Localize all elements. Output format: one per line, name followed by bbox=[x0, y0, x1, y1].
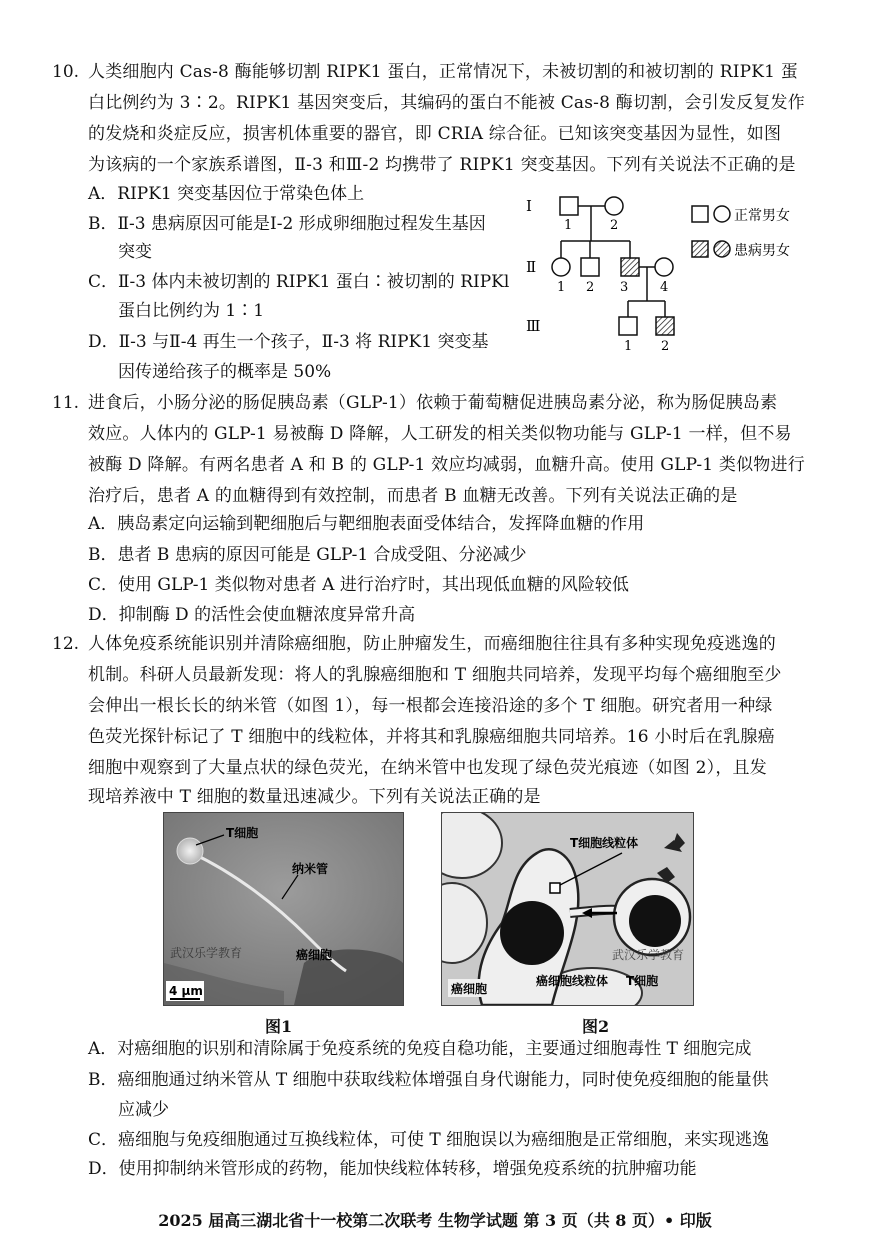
gen2-number-3: 3 bbox=[620, 280, 629, 295]
fig1-cancer-label: 癌细胞 bbox=[296, 948, 333, 962]
q10-stem-line: 的发烧和炎症反应，损害机体重要的器官，即 CRIA 综合征。已知该突变基因为显性，如图 bbox=[88, 124, 782, 144]
figure-2-diagram bbox=[441, 812, 694, 1006]
page-footer: 2025 届高三湖北省十一校第二次联考 生物学试题 第 3 页（共 8 页）• 印版 bbox=[158, 1211, 712, 1230]
gen2-number-1: 1 bbox=[557, 280, 566, 295]
q12-stem-line: 细胞中观察到了大量点状的绿色荧光，在纳米管中也发现了绿色荧光痕迹（如图 2），且发 bbox=[88, 758, 767, 778]
gen3-affected-male-2 bbox=[656, 317, 674, 335]
legend-normal-label: 正常男女 bbox=[734, 208, 790, 224]
q11-option-b: B．患者 B 患病的原因可能是 GLP-1 合成受阻、分泌减少 bbox=[88, 545, 527, 565]
q10-stem-line: 人类细胞内 Cas-8 酶能够切割 RIPK1 蛋白，正常情况下，未被切割的和被切割的 RIPK1 蛋 bbox=[88, 62, 798, 82]
gen2-affected-male-3 bbox=[621, 258, 639, 276]
fig2-cancer-label: 癌细胞 bbox=[451, 982, 488, 996]
gen2-male-2 bbox=[581, 258, 599, 276]
legend-normal-female bbox=[714, 206, 730, 222]
q11-stem-line: 效应。人体内的 GLP-1 易被酶 D 降解，人工研发的相关类似物功能与 GLP-1 一样，但不易 bbox=[88, 424, 792, 444]
question-10-number: 10. bbox=[52, 62, 80, 82]
fig1-tcell-label: T细胞 bbox=[226, 826, 259, 840]
question-11-number: 11. bbox=[52, 393, 80, 413]
gen1-female-2 bbox=[605, 197, 623, 215]
q10-option-b: B．Ⅱ-3 患病原因可能是Ⅰ-2 形成卵细胞过程发生基因 bbox=[88, 214, 486, 234]
q11-stem-line: 被酶 D 降解。有两名患者 A 和 B 的 GLP-1 效应均减弱，血糖升高。使用 GLP-1 类似物进行 bbox=[88, 455, 805, 475]
q12-option-b: B．癌细胞通过纳米管从 T 细胞中获取线粒体增强自身代谢能力，同时使免疫细胞的能量供 bbox=[88, 1070, 769, 1090]
q12-stem-line: 现培养液中 T 细胞的数量迅速减少。下列有关说法正确的是 bbox=[88, 787, 541, 807]
figure-2-caption: 图2 bbox=[582, 1017, 610, 1036]
gen1-number-1: 1 bbox=[564, 218, 573, 233]
legend-affected-label: 患病男女 bbox=[734, 243, 790, 259]
q11-stem-line: 进食后，小肠分泌的肠促胰岛素（GLP-1）依赖于葡萄糖促进胰岛素分泌，称为肠促胰岛素 bbox=[88, 393, 778, 413]
gen2-number-2: 2 bbox=[586, 280, 595, 295]
q12-stem-line: 色荧光探针标记了 T 细胞中的线粒体，并将其和乳腺癌细胞共同培养。16 小时后在乳腺癌 bbox=[88, 727, 775, 747]
legend-affected-male bbox=[692, 241, 708, 257]
q10-option-c: C．Ⅱ-3 体内未被切割的 RIPK1 蛋白∶被切割的 RIPKl bbox=[88, 272, 510, 292]
gen-3-label: Ⅲ bbox=[526, 317, 541, 335]
fig1-nanotube-label: 纳米管 bbox=[292, 862, 329, 876]
figure-1-caption: 图1 bbox=[265, 1017, 293, 1036]
fig2-tcell-label: T细胞 bbox=[626, 974, 659, 988]
q12-stem-line: 机制。科研人员最新发现：将人的乳腺癌细胞和 T 细胞共同培养，发现平均每个癌细胞至少 bbox=[88, 665, 782, 685]
q11-option-c: C．使用 GLP-1 类似物对患者 A 进行治疗时，其出现低血糖的风险较低 bbox=[88, 575, 629, 595]
q11-option-a: A．胰岛素定向运输到靶细胞后与靶细胞表面受体结合，发挥降血糖的作用 bbox=[88, 514, 645, 534]
q10-option-c-cont: 蛋白比例约为 1∶1 bbox=[118, 301, 265, 321]
fig2-tcell-mito-label: T细胞线粒体 bbox=[570, 836, 639, 850]
q12-option-c: C．癌细胞与免疫细胞通过互换线粒体，可使 T 细胞误以为癌细胞是正常细胞，来实现逃逸 bbox=[88, 1130, 770, 1150]
gen2-female-1 bbox=[552, 258, 570, 276]
gen3-number-1: 1 bbox=[624, 339, 633, 353]
figure-1-micrograph bbox=[163, 812, 404, 1006]
gen1-male-1 bbox=[560, 197, 578, 215]
pedigree-diagram bbox=[520, 193, 820, 353]
gen3-number-2: 2 bbox=[661, 339, 670, 353]
q10-option-a: A．RIPK1 突变基因位于常染色体上 bbox=[88, 184, 365, 204]
q12-option-d: D．使用抑制纳米管形成的药物，能加快线粒体转移，增强免疫系统的抗肿瘤功能 bbox=[88, 1159, 697, 1179]
question-12-number: 12. bbox=[52, 634, 80, 654]
q11-stem-line: 治疗后，患者 A 的血糖得到有效控制，而患者 B 血糖无改善。下列有关说法正确的是 bbox=[88, 486, 738, 506]
q10-option-d: D．Ⅱ-3 与Ⅱ-4 再生一个孩子，Ⅱ-3 将 RIPK1 突变基 bbox=[88, 332, 489, 352]
q12-option-b-cont: 应减少 bbox=[118, 1100, 169, 1120]
fig2-cancer-mito-label: 癌细胞线粒体 bbox=[536, 974, 609, 988]
q10-stem-line: 为该病的一个家族系谱图，Ⅱ-3 和Ⅲ-2 均携带了 RIPK1 突变基因。下列有关说法不正确的是 bbox=[88, 155, 796, 175]
gen2-number-4: 4 bbox=[660, 280, 669, 295]
gen2-female-4 bbox=[655, 258, 673, 276]
gen1-number-2: 2 bbox=[610, 218, 619, 233]
gen3-male-1 bbox=[619, 317, 637, 335]
q10-option-b-cont: 突变 bbox=[118, 242, 152, 262]
gen-2-label: Ⅱ bbox=[526, 258, 537, 276]
legend-affected-female bbox=[714, 241, 730, 257]
q10-stem-line: 白比例约为 3∶2。RIPK1 基因突变后，其编码的蛋白不能被 Cas-8 酶切割，会引发反复发作 bbox=[88, 93, 805, 113]
legend-normal-male bbox=[692, 206, 708, 222]
gen-1-label: Ⅰ bbox=[526, 197, 532, 215]
q11-option-d: D．抑制酶 D 的活性会使血糖浓度异常升高 bbox=[88, 605, 416, 625]
q12-stem-line: 人体免疫系统能识别并清除癌细胞，防止肿瘤发生，而癌细胞往往具有多种实现免疫逃逸的 bbox=[88, 634, 776, 654]
q12-option-a: A．对癌细胞的识别和清除属于免疫系统的免疫自稳功能，主要通过细胞毒性 T 细胞完成 bbox=[88, 1039, 752, 1059]
fig1-watermark: 武汉乐学教育 bbox=[170, 946, 243, 960]
q12-stem-line: 会伸出一根长长的纳米管（如图 1），每一根都会连接沿途的多个 T 细胞。研究者用一种绿 bbox=[88, 696, 773, 716]
fig2-watermark: 武汉乐学教育 bbox=[612, 948, 685, 962]
q10-option-d-cont: 因传递给孩子的概率是 50% bbox=[118, 362, 332, 382]
fig1-scale-label: 4 µm bbox=[169, 984, 203, 998]
